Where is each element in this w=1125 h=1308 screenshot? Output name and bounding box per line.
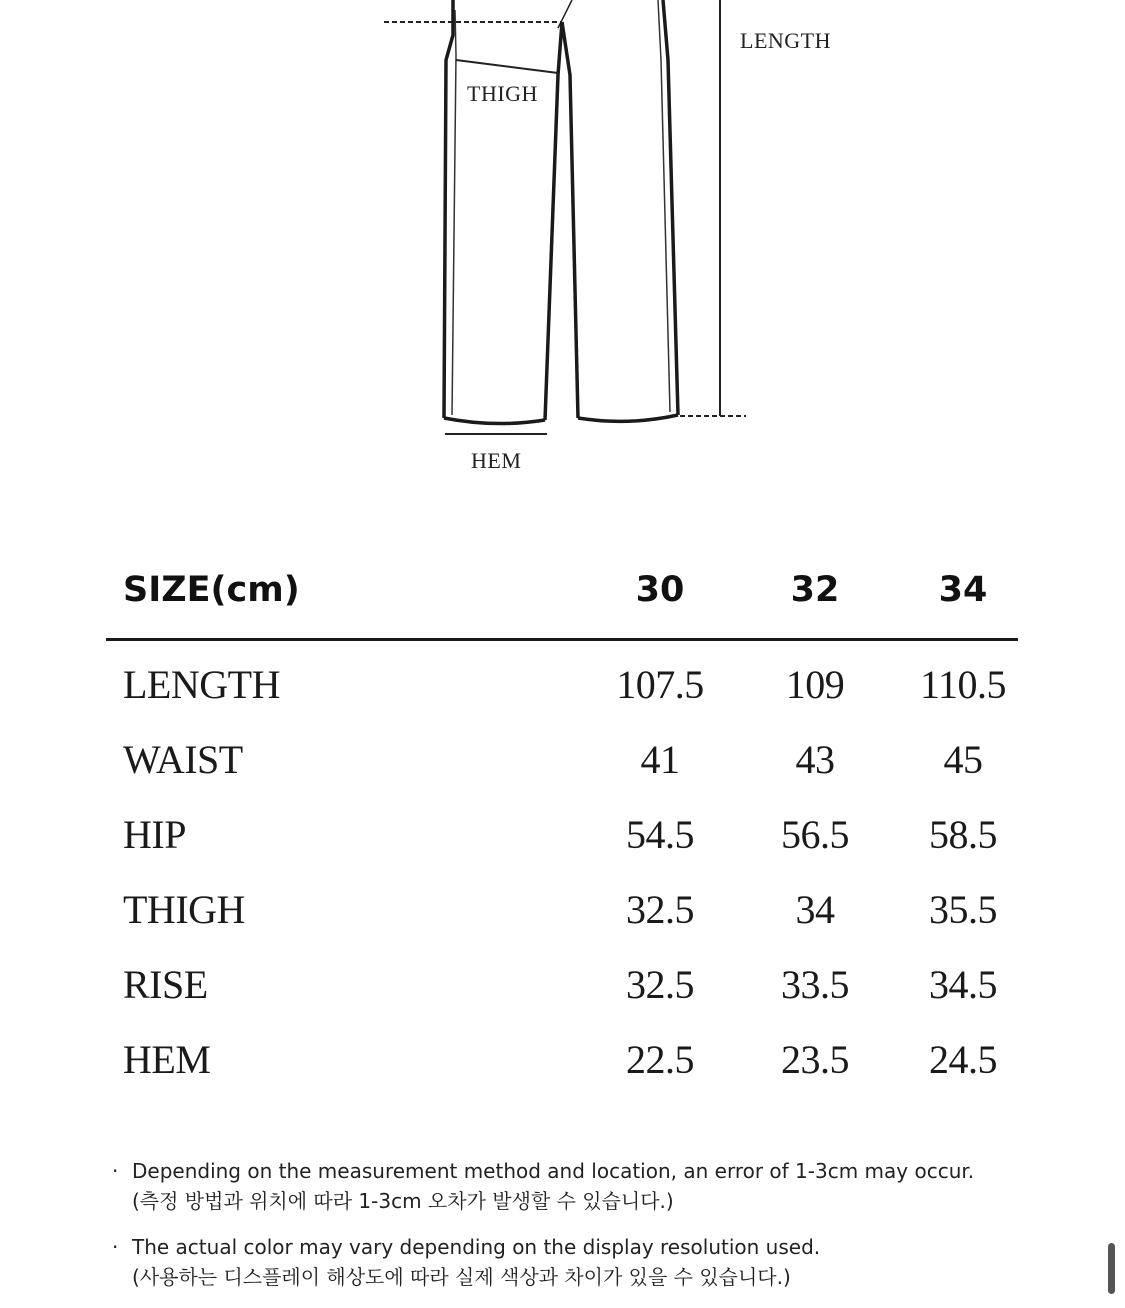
row-value: 41 xyxy=(640,737,680,782)
right-leg-hem xyxy=(578,415,678,421)
size-header-34: 34 xyxy=(938,570,988,610)
size-table xyxy=(106,560,1018,1091)
row-value: 23.5 xyxy=(781,1037,849,1082)
row-label: WAIST xyxy=(123,737,243,782)
note-measurement-error xyxy=(112,1156,1012,1216)
row-value: 107.5 xyxy=(616,662,704,707)
hem-diagram-label: HEM xyxy=(471,448,522,473)
note-text-en: The actual color may vary depending on the display resolution used. xyxy=(132,1235,821,1259)
row-value: 54.5 xyxy=(626,812,694,857)
size-table-header xyxy=(106,560,1018,641)
row-value: 34.5 xyxy=(929,962,997,1007)
left-leg-outer xyxy=(444,0,453,418)
row-value: 35.5 xyxy=(929,887,997,932)
thigh-diagram-label: THIGH xyxy=(467,81,538,106)
row-value: 33.5 xyxy=(781,962,849,1007)
row-label: LENGTH xyxy=(123,662,280,707)
size-header-32: 32 xyxy=(790,570,840,610)
row-label: RISE xyxy=(123,962,208,1007)
row-value: 110.5 xyxy=(919,662,1006,707)
table-row-hem xyxy=(106,1016,1018,1091)
row-label: HIP xyxy=(123,812,186,857)
table-row-hip xyxy=(106,791,1018,866)
notes-section xyxy=(112,1156,1012,1308)
row-label: THIGH xyxy=(123,887,245,932)
row-value: 58.5 xyxy=(929,812,997,857)
left-leg-seam xyxy=(452,10,456,415)
row-value: 34 xyxy=(795,887,835,932)
row-value: 22.5 xyxy=(626,1037,694,1082)
note-color-variance xyxy=(112,1232,1012,1292)
length-diagram-label: LENGTH xyxy=(740,28,831,53)
left-leg-hem xyxy=(444,418,545,424)
bullet-icon: · xyxy=(112,1235,119,1259)
note-text-ko: (측정 방법과 위치에 따라 1-3cm 오차가 발생할 수 있습니다.) xyxy=(132,1189,674,1213)
row-value: 109 xyxy=(785,662,845,707)
pants-illustration xyxy=(0,0,1125,480)
row-value: 43 xyxy=(795,737,835,782)
left-leg-inner xyxy=(545,22,562,420)
row-value: 24.5 xyxy=(929,1037,997,1082)
bullet-icon: · xyxy=(112,1159,119,1183)
size-header-30: 30 xyxy=(635,570,685,610)
scrollbar-thumb[interactable] xyxy=(1108,1243,1115,1294)
table-row-length xyxy=(106,641,1018,716)
note-text-en: Depending on the measurement method and location, an error of 1-3cm may occur. xyxy=(132,1159,975,1183)
row-value: 45 xyxy=(943,737,983,782)
crotch-guide-line xyxy=(558,0,572,28)
table-row-waist xyxy=(106,716,1018,791)
pants-diagram xyxy=(0,0,1125,480)
row-value: 56.5 xyxy=(781,812,849,857)
right-leg-inner xyxy=(562,22,578,418)
row-label: HEM xyxy=(123,1037,211,1082)
note-text-ko: (사용하는 디스플레이 해상도에 따라 실제 색상과 차이가 있을 수 있습니다.) xyxy=(132,1265,791,1289)
row-value: 32.5 xyxy=(626,887,694,932)
table-row-rise xyxy=(106,941,1018,1016)
table-row-thigh xyxy=(106,866,1018,941)
row-value: 32.5 xyxy=(626,962,694,1007)
size-header-label: SIZE(cm) xyxy=(123,570,300,610)
thigh-guide-line xyxy=(456,60,558,73)
